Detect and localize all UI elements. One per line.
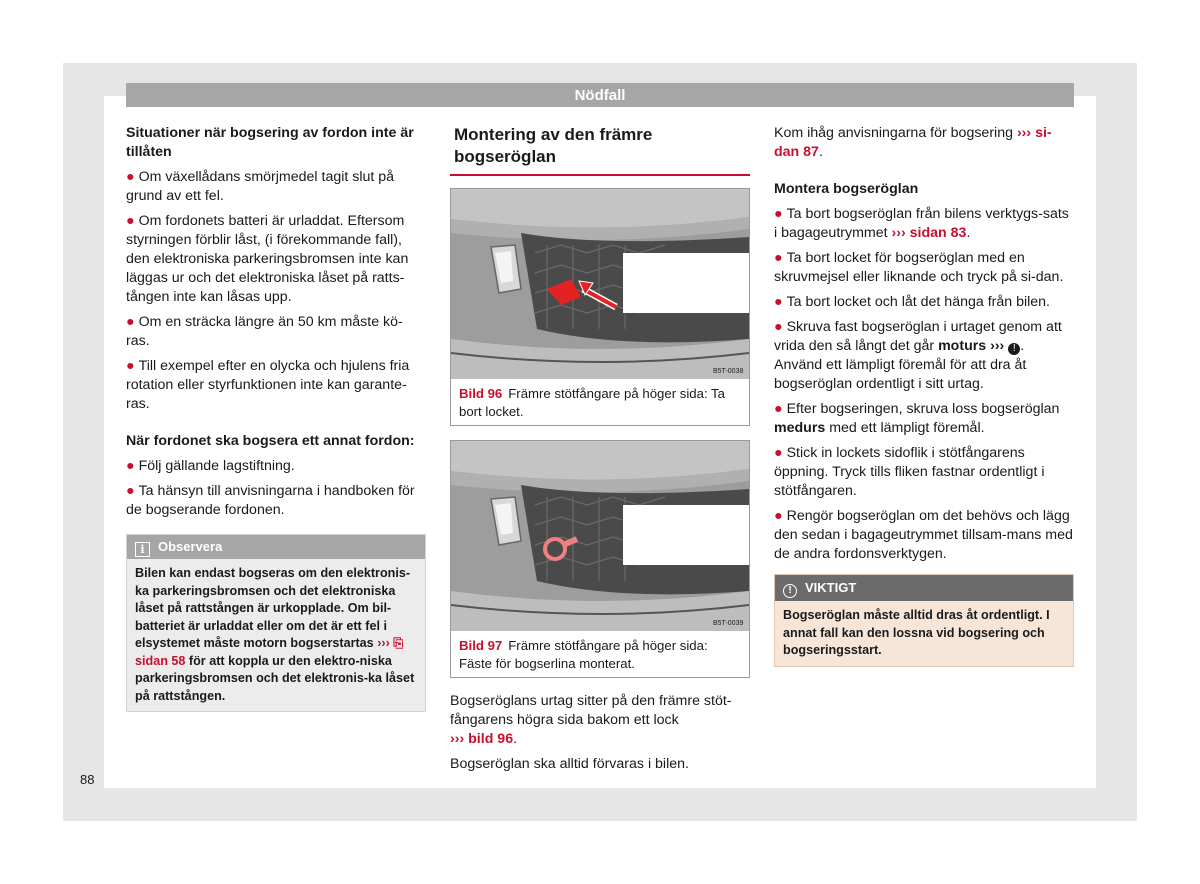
list-item: ● Om en sträcka längre än 50 km måste kö-ras. <box>126 314 403 349</box>
bullet-icon: ● <box>774 319 783 335</box>
note-box <box>126 534 426 712</box>
warning-ref-icon: ! <box>1008 343 1020 355</box>
bullet-icon: ● <box>126 314 135 330</box>
list-item: ● Om fordonets batteri är urladdat. Eftersom styrningen förblir låst, (i förekommande fall), den elektroniska parkeringsbromsen inte kan läggas ur och det elektroniska låset på ratts-tången inte kan låsas upp. <box>126 213 409 305</box>
figure-link[interactable]: bild 96 <box>468 731 514 747</box>
column-middle <box>450 124 750 780</box>
section-heading: När fordonet ska bogsera ett annat fordon: <box>126 433 415 449</box>
chapter-header: Nödfall <box>126 83 1074 107</box>
column-right <box>774 124 1074 667</box>
list-item: ● Rengör bogseröglan om det behövs och lägg den sedan i bagageutrymmet tillsam-mans med de andra fordonsverktygen. <box>774 508 1073 562</box>
section-heading: Situationer när bogsering av fordon inte är tillåten <box>126 125 414 160</box>
section-heading: Montera bogseröglan <box>774 181 919 197</box>
list-item: ● Ta bort locket för bogseröglan med en skruvmejsel eller liknande och tryck på si-dan. <box>774 250 1064 285</box>
figure-97 <box>450 440 750 678</box>
page-link[interactable]: sidan 58 <box>135 653 186 668</box>
exclamation-icon: ! <box>783 584 797 598</box>
list-item: ● Följ gällande lagstiftning. <box>126 458 295 474</box>
bullet-icon: ● <box>126 483 135 499</box>
bullet-icon: ● <box>774 401 783 417</box>
figure-code: B5T-0038 <box>713 368 744 375</box>
bullet-icon: ● <box>126 458 135 474</box>
warning-header: ! VIKTIGT <box>775 575 1073 601</box>
bullet-icon: ● <box>774 445 783 461</box>
note-header: i Observera <box>127 535 425 559</box>
figure-96 <box>450 188 750 426</box>
list-item: ● Ta hänsyn till anvisningarna i handboken för de bogserande fordonen. <box>126 483 415 518</box>
warning-text: Bogseröglan måste alltid dras åt ordentligt. I annat fall kan den lossna vid bogsering och bogseringsstart. <box>783 608 1050 657</box>
warning-box <box>774 574 1074 667</box>
bullet-icon: ● <box>774 294 783 310</box>
bullet-icon: ● <box>774 206 783 222</box>
figure-caption: Bild 96 Främre stötfångare på höger sida: Ta bort locket. <box>459 386 725 419</box>
page-link[interactable]: si-dan 87 <box>774 125 1052 160</box>
column-left <box>126 124 426 712</box>
paragraph: Bogseröglan ska alltid förvaras i bilen. <box>450 756 689 772</box>
bullet-icon: ● <box>774 508 783 524</box>
list-item: ● Till exempel efter en olycka och hjulens fria rotation eller styrfunktionen inte kan garante-ras. <box>126 358 410 412</box>
intro-paragraph: Kom ihåg anvisningarna för bogsering ››› si-dan 87. <box>774 125 1052 160</box>
page-link[interactable]: sidan 83 <box>909 225 967 241</box>
list-item: ● Skruva fast bogseröglan i urtaget genom att vrida den så långt det går moturs ››› ! . Använd ett lämpligt föremål för att dra åt bogseröglan ordentligt i sitt urtag. <box>774 319 1062 392</box>
book-ref-icon: ⎘ <box>393 636 404 650</box>
list-item: ● Ta bort bogseröglan från bilens verktygs-sats i bagageutrymmet ››› sidan 83. <box>774 206 1069 241</box>
section-title: Montering av den främre bogseröglan <box>450 124 750 176</box>
list-item: ● Om växellådans smörjmedel tagit slut på grund av ett fel. <box>126 169 395 204</box>
list-item: ● Efter bogseringen, skruva loss bogseröglan medurs med ett lämpligt föremål. <box>774 401 1060 436</box>
bullet-icon: ● <box>126 169 135 185</box>
bumper-cover-illustration <box>451 189 749 379</box>
bullet-icon: ● <box>774 250 783 266</box>
info-icon: i <box>135 542 150 557</box>
tow-eye-illustration <box>451 441 749 631</box>
paragraph: Bogseröglans urtag sitter på den främre stöt-fångarens högra sida bakom ett lock ››› bild 96. <box>450 693 732 747</box>
bullet-icon: ● <box>126 358 135 374</box>
figure-code: B5T-0039 <box>713 620 744 627</box>
list-item: ● Ta bort locket och låt det hänga från bilen. <box>774 294 1051 310</box>
page-number: 88 <box>80 772 95 787</box>
note-text: Bilen kan endast bogseras om den elektronis-ka parkeringsbromsen och det elektroniska låset på rattstången är urkopplade. Om bil-batteriet är urladdat eller om det är ett fel i elsystemet måste motorn bogserstartas ››› ⎘ sidan 58 för att koppla ur den elektro-niska parkeringsbromsen och det elektronis-ka låset på rattstången. <box>135 566 415 703</box>
list-item: ● Stick in lockets sidoflik i stötfångarens öppning. Tryck tills fliken fastnar ordentligt i stötfångaren. <box>774 445 1045 499</box>
bullet-icon: ● <box>126 213 135 229</box>
figure-caption: Bild 97 Främre stötfångare på höger sida: Fäste för bogserlina monterat. <box>459 638 708 671</box>
